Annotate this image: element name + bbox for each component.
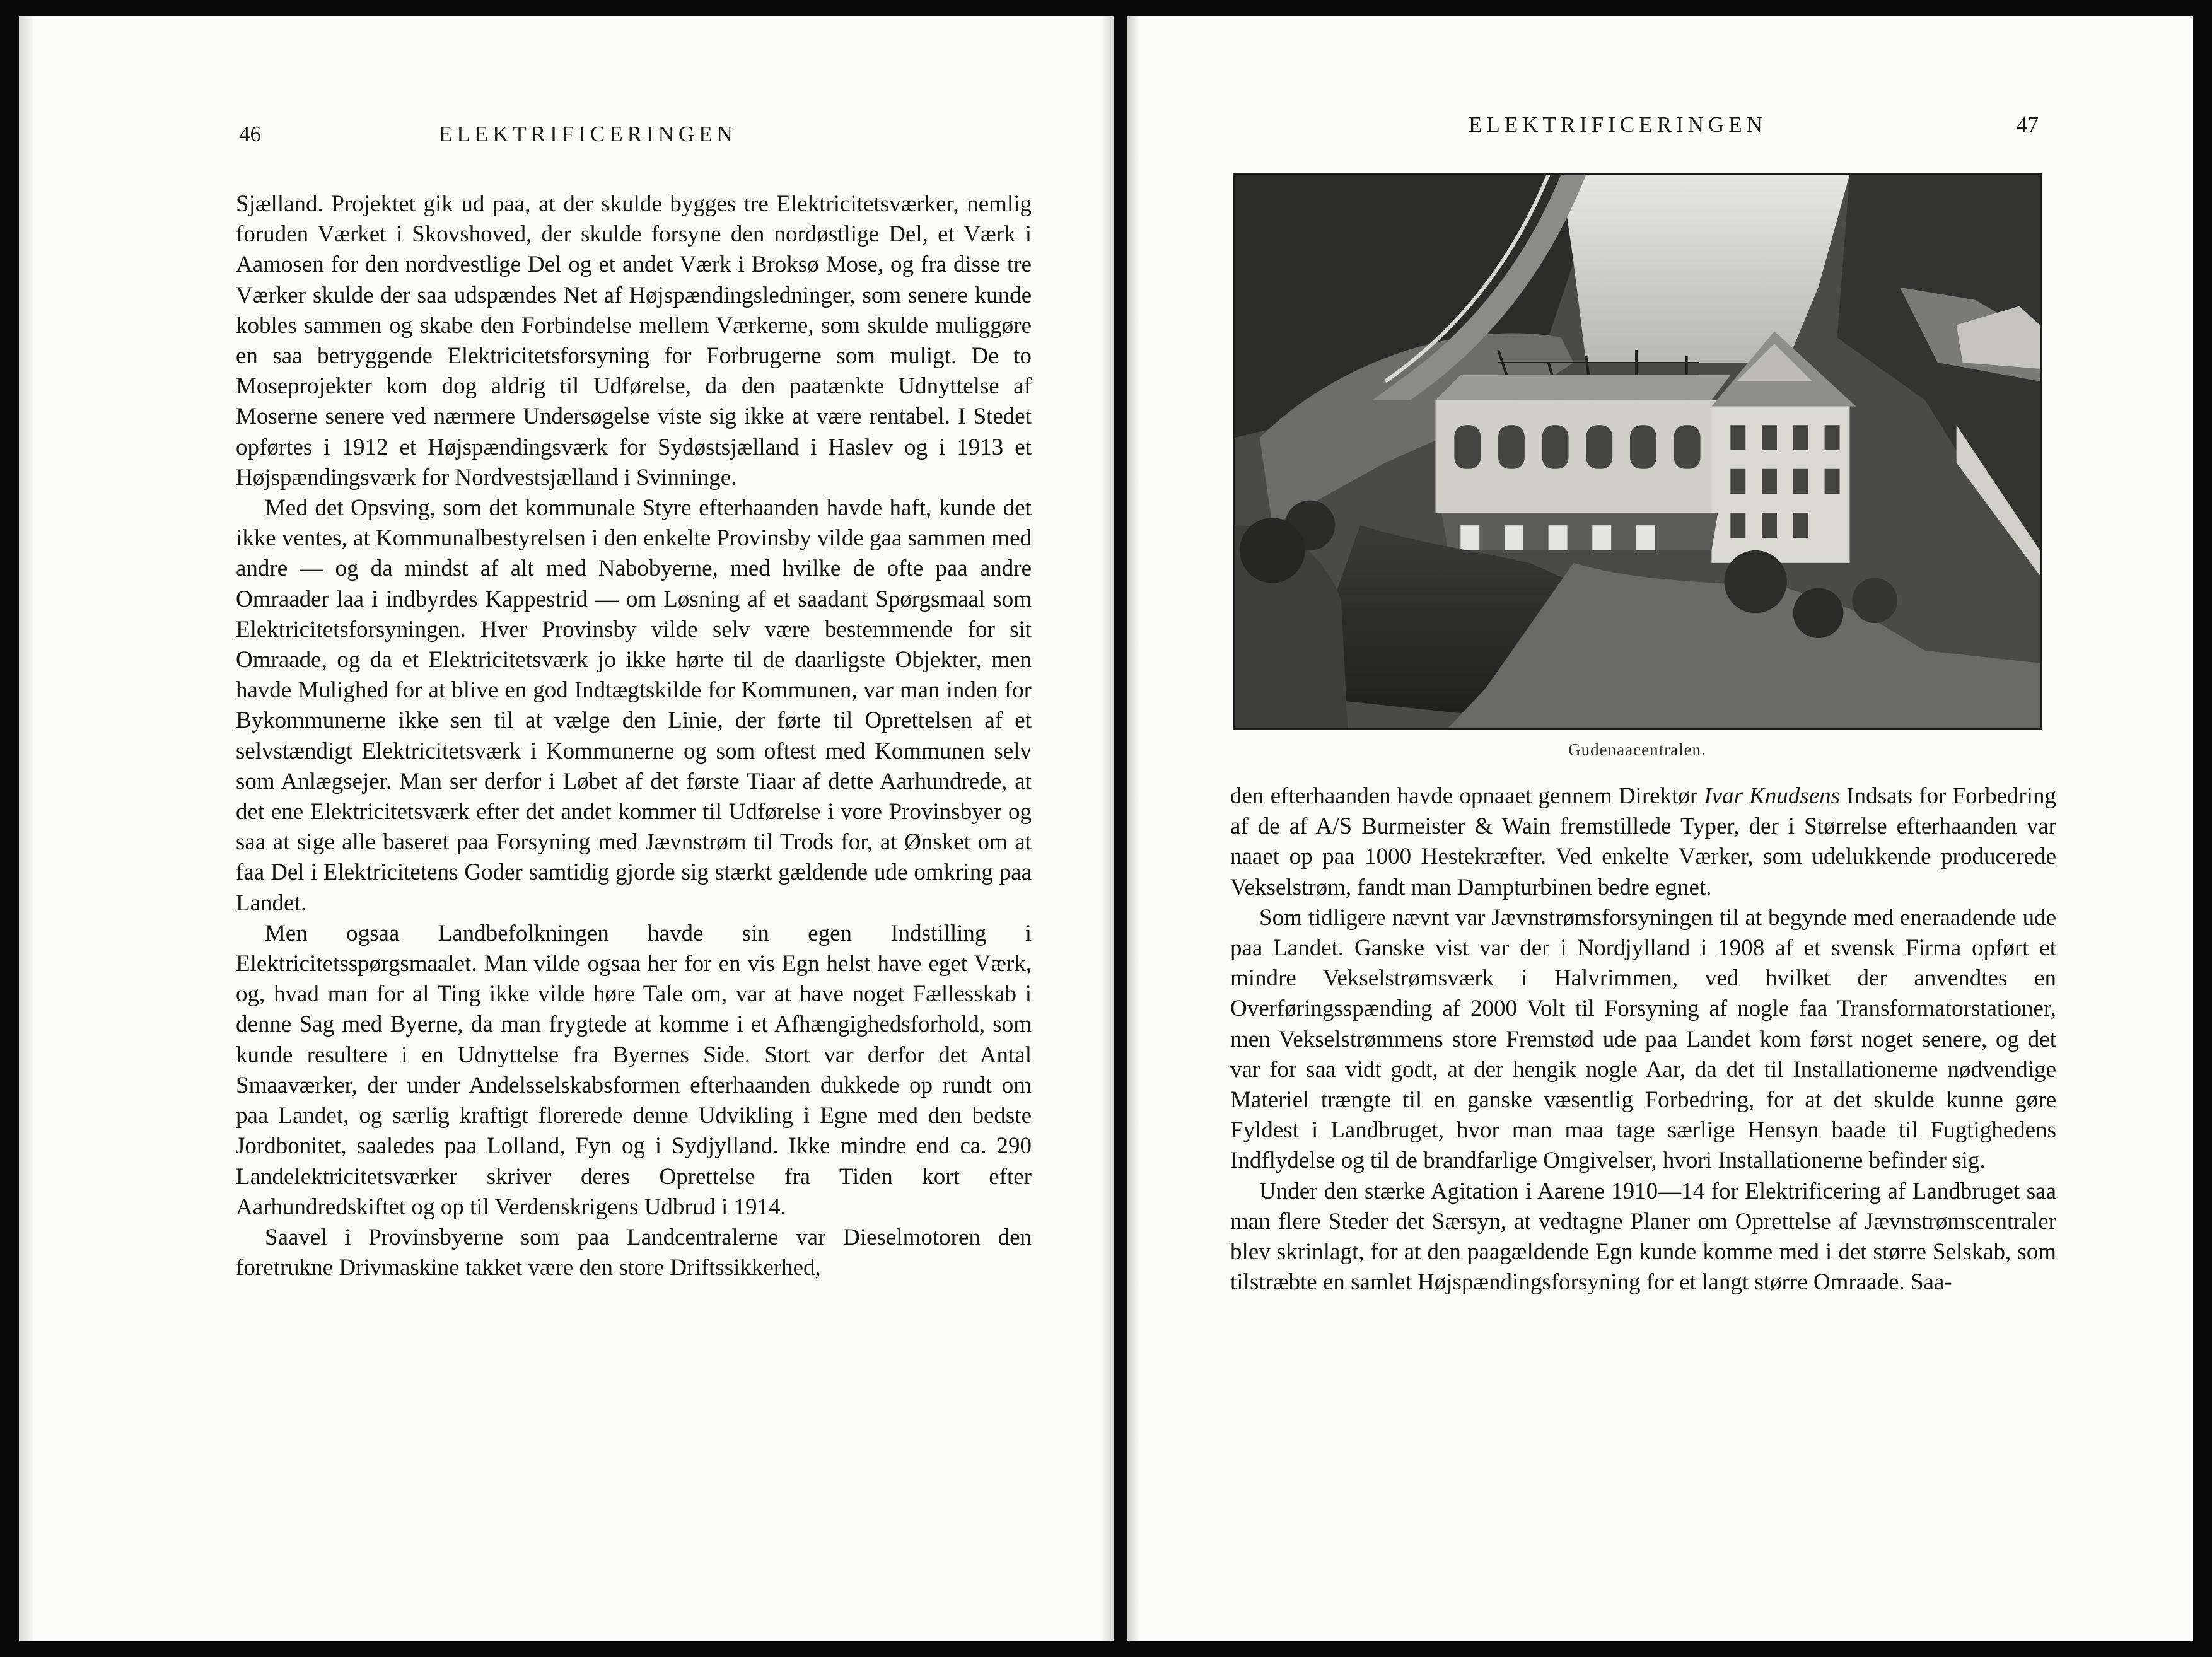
paragraph: Med det Opsving, som det kommunale Styre efterhaanden havde haft, kunde det ikke ventes, at Kommunalbestyrelsen i den enkelte Provinsby vilde gaa sammen med andre — og da mindst af alt med Nabobyerne, med hvilke de ofte paa andre Omraader laa i indbyrdes Kappestrid — om Løsning af et saadant Spørgsmaal som Elektricitetsforsyningen. Hver Provinsby vilde selv være bestemmende for sit Omraade, og da et Elektricitetsværk jo ikke hørte til de daarligste Objekter, men havde Mulighed for at blive en god Indtægtskilde for Kommunen, var man inden for Bykommunerne ikke sen til at vælge den Linie, der førte til Oprettelsen af et selvstændigt Elektricitetsværk i Kommunerne og som oftest med Kommunen selv som Anlægsejer. Man ser derfor i Løbet af det første Tiaar af dette Aarhundrede, at det ene Elektricitetsværk efter det andet kommer til Udførelse i vore Provinsbyer og saa at sige alle baseret paa Forsyning med Jævnstrøm til Trods for, at Ønsket om at faa Del i Elektricitetens Goder samtidig gjorde sig stærkt gældende ude omkring paa Landet. — [236, 495, 1032, 916]
left-page — [19, 16, 1114, 1641]
running-title: ELEKTRIFICERINGEN — [1469, 112, 1767, 137]
page-number: 47 — [2017, 112, 2039, 137]
power-station-illustration — [1235, 175, 2040, 728]
body-text — [1230, 781, 2056, 1298]
paragraph-text: Indsats for Forbedring af de af A/S Burmeister & Wain fremstillede Typer, der i Størrelse efterhaanden var naaet op paa 1000 Hestekræfter. Ved enkelte Værker, som udelukkende producerede Vekselstrøm, fandt man Dampturbinen bedre egnet. — [1230, 783, 2056, 900]
paragraph-text: den efterhaanden havde opnaaet gennem Direktør — [1230, 783, 1704, 809]
right-page — [1127, 16, 2193, 1641]
paragraph: Under den stærke Agitation i Aarene 1910—14 for Elektrificering af Landbruget saa man flere Steder det Særsyn, at vedtagne Planer om Oprettelse af Jævnstrømscentraler blev skrinlagt, for at den paagældende Egn kunde komme med i det større Selskab, som tilstræbte en samlet Højspændingsforsyning for et langt større Omraade. Saa- — [1230, 1178, 2056, 1296]
paragraph: Men ogsaa Landbefolkningen havde sin egen Indstilling i Elektricitetsspørgsmaalet. Man vilde ogsaa her for en vis Egn helst have eget Værk, og, hvad man for al Ting ikke vilde høre Tale om, var at have noget Fællesskab i denne Sag med Byerne, da man frygtede at komme i et Afhængighedsforhold, som kunde resultere i en Udnyttelse fra Byernes Side. Stort var derfor det Antal Smaaværker, der under Andelsselskabsformen efterhaanden dukkede op rundt om paa Landet, og særlig kraftigt florerede denne Udvikling i Egne med den bedste Jordbonitet, saaledes paa Lolland, Fyn og i Sydjylland. Ikke mindre end ca. 290 Landelektricitetsværker skriver deres Oprettelse fra Tiden kort efter Aarhundredskiftet og op til Verdenskrigens Udbrud i 1914. — [236, 920, 1032, 1220]
power-station-photo — [1233, 173, 2042, 730]
person-name: Ivar Knudsens — [1704, 783, 1841, 809]
photo-caption: Gudenaacentralen. — [1568, 740, 1706, 759]
paragraph: Saavel i Provinsbyerne som paa Landcentralerne var Dieselmotoren den foretrukne Drivmaskine takket være den store Driftssikkerhed, — [236, 1224, 1032, 1281]
paragraph: Som tidligere nævnt var Jævnstrømsforsyningen til at begynde med eneraadende ude paa Landet. Ganske vist var der i Nordjylland i 1908 af et svensk Firma opført et mindre Vekselstrømsværk i Halvrimmen, ved hvilket der anvendtes en Overføringsspænding af 2000 Volt til Forsyning af nogle faa Transformatorstationer, men Vekselstrømmens store Fremstød ude paa Landet kom først noget senere, og det var for saa vidt godt, at der hengik nogle Aar, da det til Installationerne nødvendige Materiel trængte til en ganske væsentlig Forbedring, for at det skulde kunne gøre Fyldest i Landbruget, hvor man maa tage særlige Hensyn baade til Fugtighedens Indflydelse og til de brandfarlige Omgivelser, hvori Installationerne befinder sig. — [1230, 904, 2056, 1174]
page-number: 46 — [239, 122, 261, 146]
paragraph: Sjælland. Projektet gik ud paa, at der skulde bygges tre Elektricitetsværker, nemlig foruden Værket i Skovshoved, der skulde forsyne den nordøstlige Del, et Værk i Aamosen for den nordvestlige Del og et andet Værk i Broksø Mose, og fra disse tre Værker skulde der saa udspændes Net af Højspændingsledninger, som senere kunde kobles sammen og skabe den Forbindelse mellem Værkerne, som skulde muliggøre en saa betryggende Elektricitetsforsyning for Forbrugerne som muligt. De to Moseprojekter kom dog aldrig til Udførelse, da den paatænkte Udnyttelse af Moserne senere ved nærmere Undersøgelse viste sig ikke at være rentabel. I Stedet opførtes i 1912 et Højspændingsværk for Sydøstsjælland i Haslev og i 1913 et Højspændingsværk for Nordvestsjælland i Svinninge. — [236, 191, 1032, 491]
body-text — [236, 189, 1032, 1283]
running-title: ELEKTRIFICERINGEN — [439, 122, 737, 146]
paragraph — [1230, 781, 2056, 903]
